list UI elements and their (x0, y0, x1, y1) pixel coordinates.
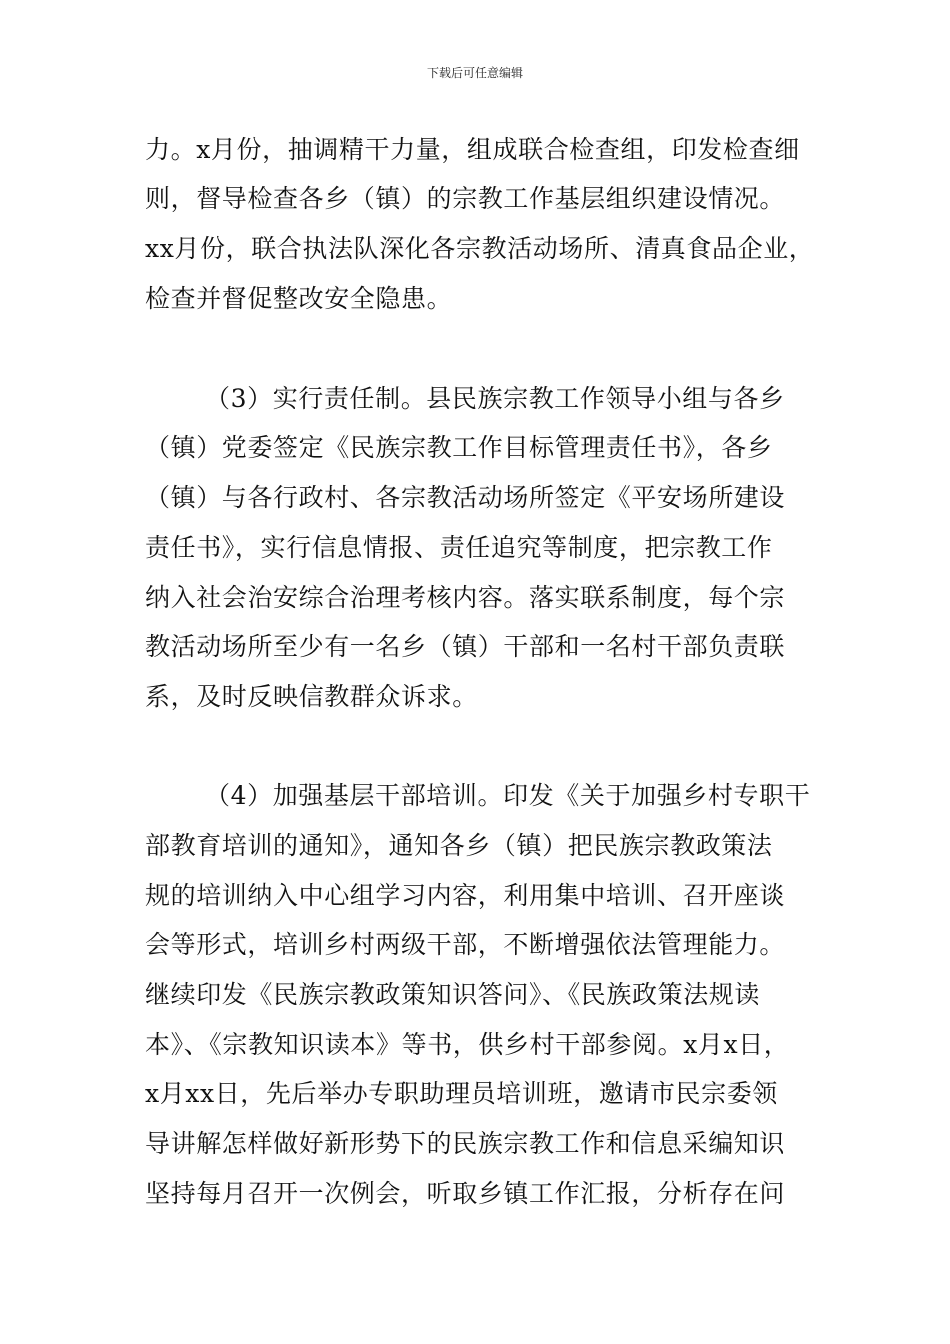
paragraph-line: （镇）党委签定《民族宗教工作目标管理责任书》，各乡 (145, 433, 773, 462)
paragraph-line: 部教育培训的通知》，通知各乡（镇）把民族宗教政策法 (145, 831, 773, 860)
page-header: 下载后可任意编辑 (426, 66, 523, 80)
paragraph-line: 规的培训纳入中心组学习内容，利用集中培训、召开座谈 (145, 881, 786, 910)
paragraph-line: 则，督导检查各乡（镇）的宗教工作基层组织建设情况。 (145, 184, 786, 213)
paragraph-line: 本》、《宗教知识读本》等书，供乡村干部参阅。x月x日， (145, 1030, 790, 1059)
paragraph-line: 系，及时反映信教群众诉求。 (145, 682, 478, 711)
paragraph-line: x月xx日，先后举办专职助理员培训班，邀请市民宗委领 (145, 1079, 778, 1108)
paragraph-line: xx月份，联合执法队深化各宗教活动场所、清真食品企业， (145, 234, 815, 263)
paragraph-line: 检查并督促整改安全隐患。 (145, 284, 453, 313)
paragraph-line: 导讲解怎样做好新形势下的民族宗教工作和信息采编知识 (145, 1129, 786, 1158)
paragraph-line: 责任书》，实行信息情报、责任追究等制度，把宗教工作 (145, 533, 773, 562)
paragraph-line: 力。x月份，抽调精干力量，组成联合检查组，印发检查细 (145, 135, 800, 164)
paragraph-line: 坚持每月召开一次例会，听取乡镇工作汇报，分析存在问 (145, 1179, 786, 1208)
paragraph-line: 教活动场所至少有一名乡（镇）干部和一名村干部负责联 (145, 632, 786, 661)
paragraph-line: 会等形式，培训乡村两级干部，不断增强依法管理能力。 (145, 930, 786, 959)
paragraph-line: （4）加强基层干部培训。印发《关于加强乡村专职干 (205, 781, 811, 810)
paragraph-line: 纳入社会治安综合治理考核内容。落实联系制度，每个宗 (145, 583, 786, 612)
paragraph-line: 继续印发《民族宗教政策知识答问》、《民族政策法规读 (145, 980, 761, 1009)
paragraph-line: （3）实行责任制。县民族宗教工作领导小组与各乡 (205, 384, 785, 413)
paragraph-line: （镇）与各行政村、各宗教活动场所签定《平安场所建设 (145, 483, 786, 512)
